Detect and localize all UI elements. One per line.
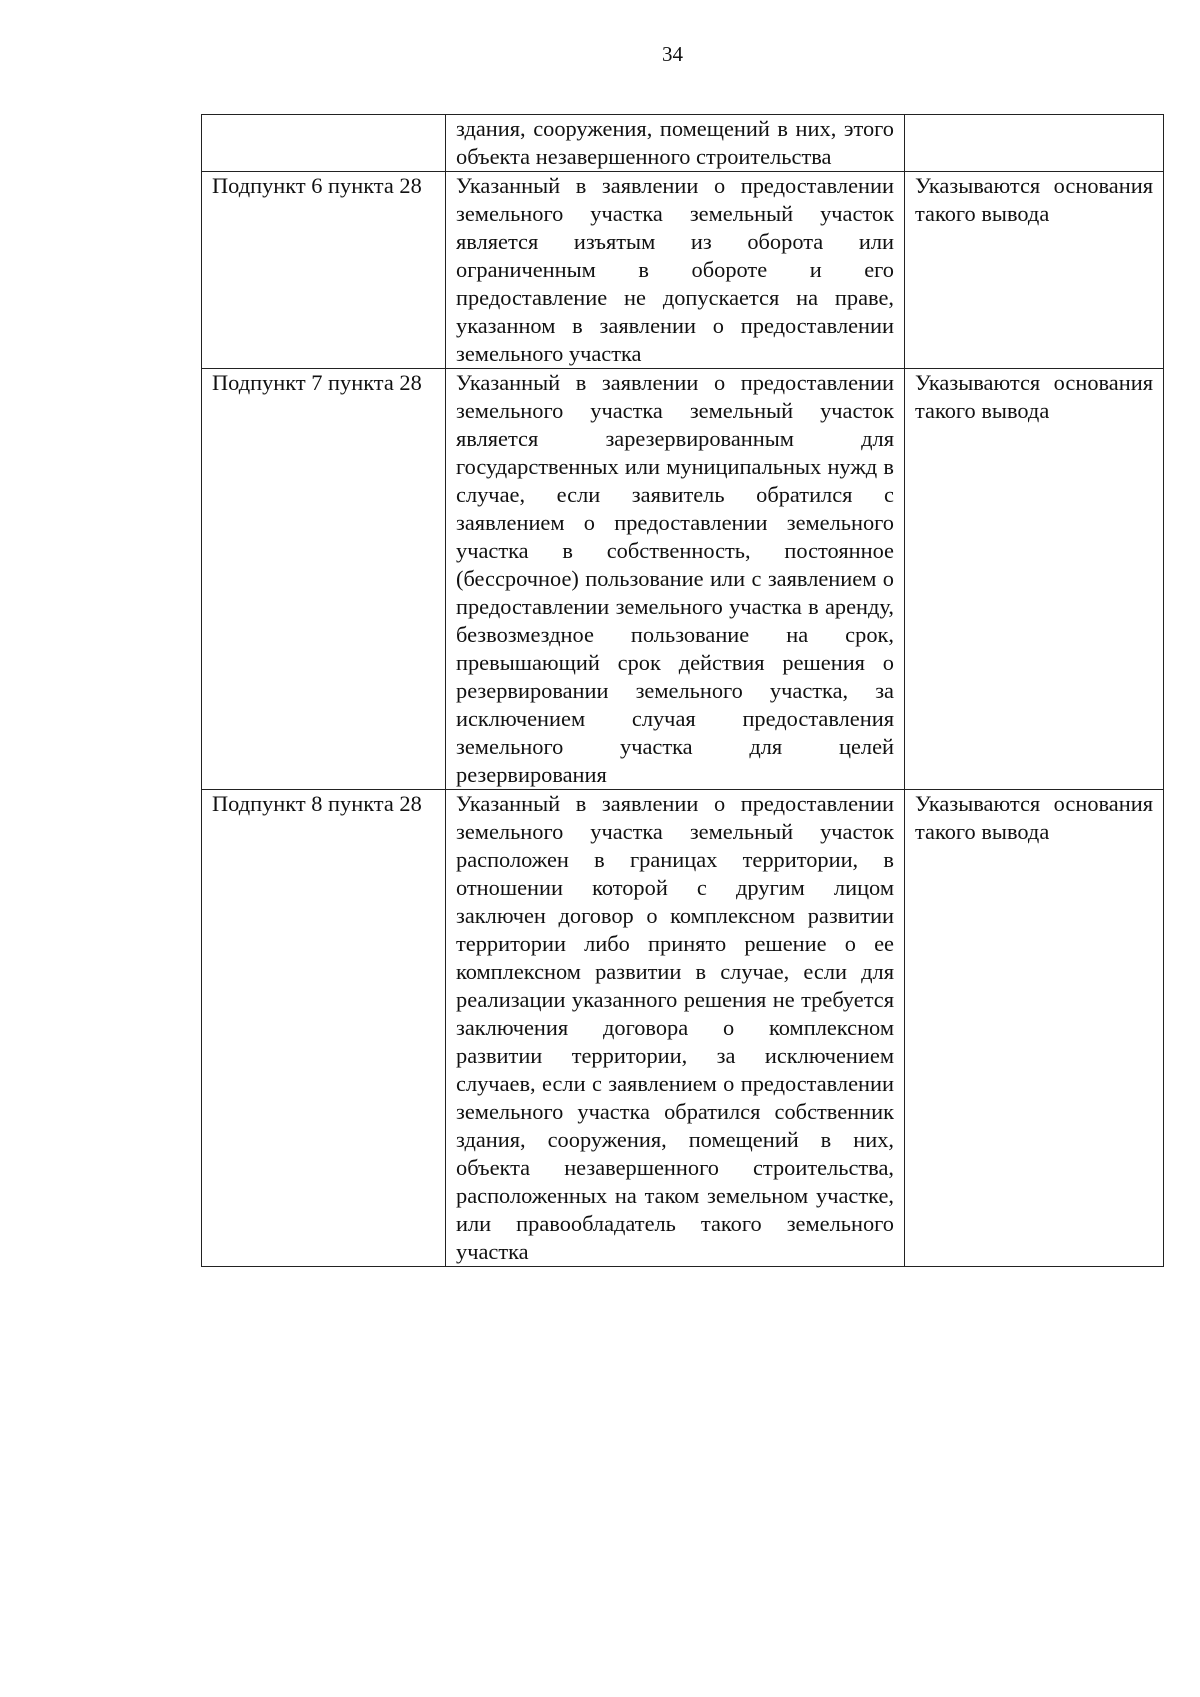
- ground-cell: Указанный в заявлении о предоставлении земельного участка земельный участок является изъятым из оборота или ограниченным в обороте и его предоставление не допускается на праве, указанном в заявлении о предоставлении земельного участка: [446, 172, 905, 369]
- reference-cell: [202, 115, 446, 172]
- reference-cell: Подпункт 7 пункта 28: [202, 369, 446, 790]
- grounds-table: [201, 114, 1164, 1267]
- ground-cell: Указанный в заявлении о предоставлении земельного участка земельный участок расположен в границах территории, в отношении которой с другим лицом заключен договор о комплексном развитии территории либо принято решение о ее комплексном развитии в случае, если для реализации указанного решения не требуется заключения договора о комплексном развитии территории, за исключением случаев, если с заявлением о предоставлении земельного участка обратился собственник здания, сооружения, помещений в них, объекта незавершенного строительства, расположенных на таком земельном участке, или правообладатель такого земельного участка: [446, 790, 905, 1267]
- table-row: [202, 369, 1164, 790]
- explanation-cell: [905, 115, 1164, 172]
- ground-cell: Указанный в заявлении о предоставлении земельного участка земельный участок является зарезервированным для государственных или муниципальных нужд в случае, если заявитель обратился с заявлением о предоставлении земельного участка в собственность, постоянное (бессрочное) пользование или с заявлением о предоставлении земельного участка в аренду, безвозмездное пользование на срок, превышающий срок действия решения о резервировании земельного участка, за исключением случая предоставления земельного участка для целей резервирования: [446, 369, 905, 790]
- table-row: [202, 790, 1164, 1267]
- ground-cell: здания, сооружения, помещений в них, этого объекта незавершенного строительства: [446, 115, 905, 172]
- explanation-cell: Указываются основания такого вывода: [905, 369, 1164, 790]
- table-row: [202, 172, 1164, 369]
- table-row: [202, 115, 1164, 172]
- reference-cell: Подпункт 6 пункта 28: [202, 172, 446, 369]
- page-number: 34: [662, 42, 683, 66]
- explanation-cell: Указываются основания такого вывода: [905, 172, 1164, 369]
- reference-cell: Подпункт 8 пункта 28: [202, 790, 446, 1267]
- explanation-cell: Указываются основания такого вывода: [905, 790, 1164, 1267]
